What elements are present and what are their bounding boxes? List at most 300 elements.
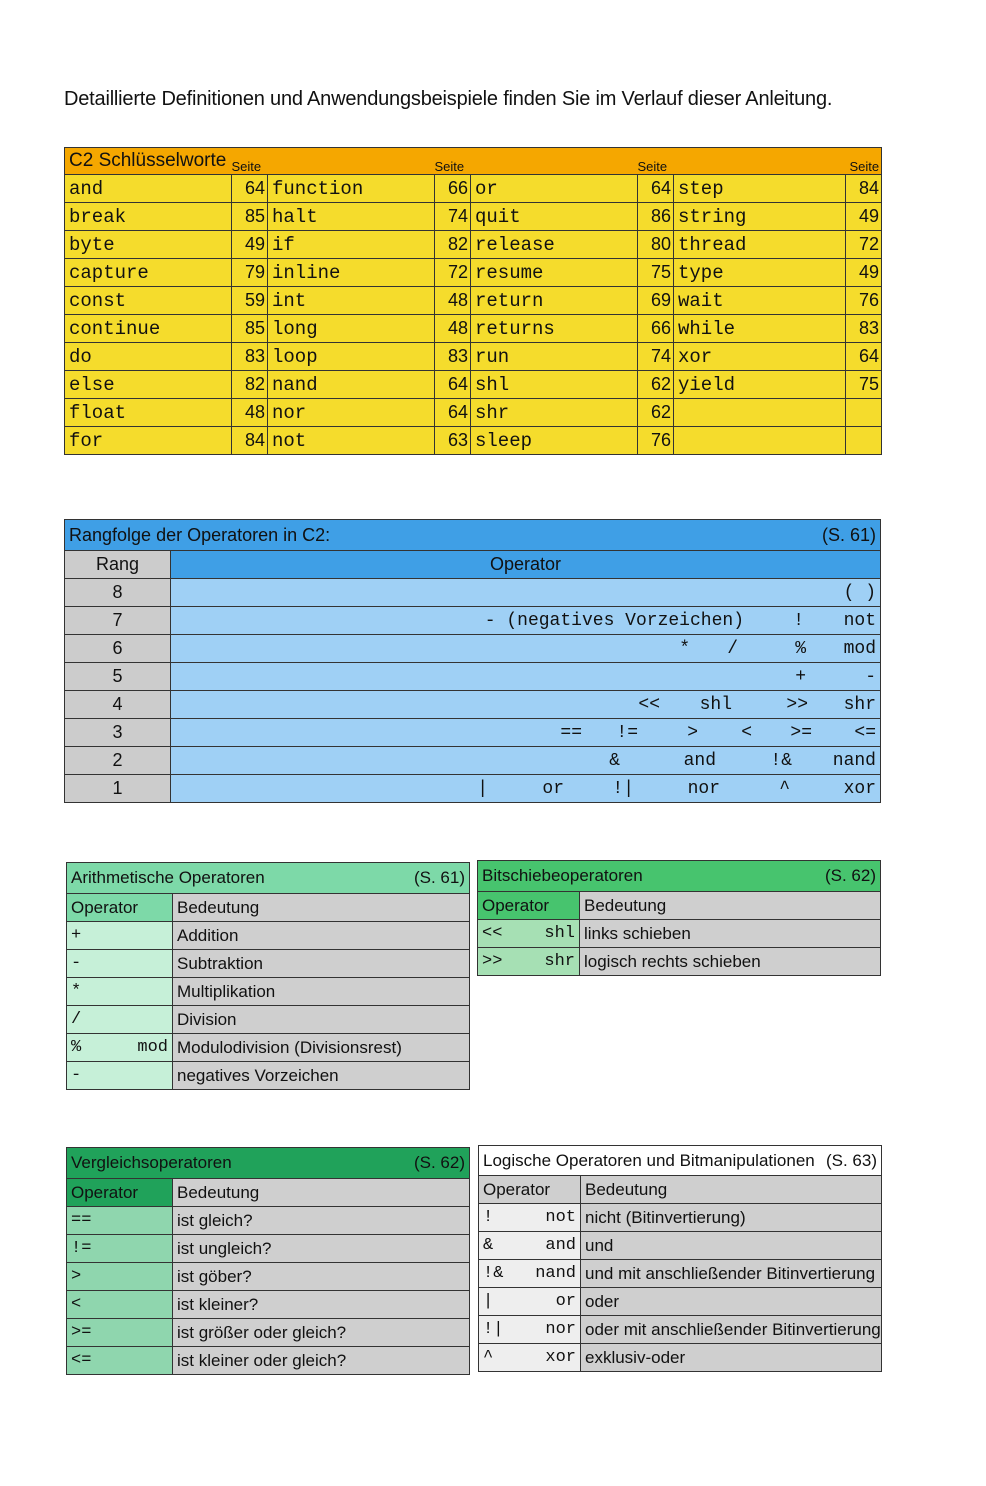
arith-title-row [67, 863, 470, 894]
operator-symbol: * [71, 982, 82, 1001]
keyword-page: 86 [638, 203, 674, 231]
log-title-cell [479, 1146, 882, 1176]
log-page: (S. 63) [825, 1150, 877, 1170]
keyword: for [65, 427, 232, 455]
precedence-row [65, 691, 881, 719]
seite-label: Seite [638, 148, 674, 175]
arith-title: Arithmetische Operatoren [71, 868, 265, 887]
log-table [478, 1145, 882, 1372]
keyword: type [674, 259, 846, 287]
keyword-row [65, 203, 882, 231]
column-operator: Operator [478, 892, 580, 920]
operator: !& [770, 750, 792, 771]
operator: - (negatives Vorzeichen) [484, 610, 744, 631]
keyword-row [65, 287, 882, 315]
operator-cell [67, 922, 173, 950]
keyword-page: 83 [232, 343, 268, 371]
operator: % [795, 638, 806, 659]
operator: != [616, 722, 638, 743]
log-row [479, 1260, 882, 1288]
precedence-title-cell [65, 520, 881, 551]
log-row [479, 1316, 882, 1344]
meaning: ist größer oder gleich? [173, 1319, 470, 1347]
keyword-page: 76 [638, 427, 674, 455]
operator-cell [67, 1062, 173, 1090]
keyword-page: 49 [846, 203, 882, 231]
keyword-page: 74 [435, 203, 471, 231]
keyword-page: 49 [846, 259, 882, 287]
operator-pair [71, 926, 168, 945]
keyword: string [674, 203, 846, 231]
keyword: byte [65, 231, 232, 259]
keyword-page: 64 [435, 371, 471, 399]
keyword: return [471, 287, 638, 315]
precedence-column-header [65, 551, 881, 579]
operator-symbol: != [71, 1239, 92, 1258]
operator: and [683, 750, 716, 771]
operator: nor [687, 778, 720, 799]
operator-symbol: > [71, 1267, 82, 1286]
log-title: Logische Operatoren und Bitmanipulationen [483, 1150, 815, 1170]
precedence-row [65, 663, 881, 691]
keyword-row [65, 427, 882, 455]
keyword: long [268, 315, 435, 343]
keyword-page: 83 [846, 315, 882, 343]
meaning: Subtraktion [173, 950, 470, 978]
keyword-page: 84 [232, 427, 268, 455]
meaning: Modulodivision (Divisionsrest) [173, 1034, 470, 1062]
column-operator: Operator [67, 1179, 173, 1207]
arith-column-header [67, 894, 470, 922]
log-row [479, 1288, 882, 1316]
keyword-page: 62 [638, 371, 674, 399]
keyword: wait [674, 287, 846, 315]
keyword-row [65, 315, 882, 343]
keyword-page: 76 [846, 287, 882, 315]
operator-list [171, 607, 881, 635]
column-bedeutung: Bedeutung [173, 1179, 470, 1207]
keyword-page: 49 [232, 231, 268, 259]
keyword: step [674, 175, 846, 203]
operator-word: shr [544, 952, 575, 971]
rang-value: 2 [65, 747, 171, 775]
operator-cell [479, 1232, 581, 1260]
keyword: do [65, 343, 232, 371]
keyword: sleep [471, 427, 638, 455]
keyword-row [65, 231, 882, 259]
operator: shl [699, 694, 732, 715]
arith-row [67, 1006, 470, 1034]
keyword-page: 69 [638, 287, 674, 315]
operator: << [638, 694, 660, 715]
precedence-row [65, 579, 881, 607]
log-column-header [479, 1176, 882, 1204]
keyword-page: 63 [435, 427, 471, 455]
operator-list [171, 663, 881, 691]
operator-cell [67, 1263, 173, 1291]
operator-cell [67, 1319, 173, 1347]
operator: >= [790, 722, 812, 743]
meaning: oder mit anschließender Bitinvertierung [581, 1316, 882, 1344]
meaning: links schieben [580, 920, 881, 948]
vgl-title-row [67, 1148, 470, 1179]
keyword: or [471, 175, 638, 203]
bits-title-cell [478, 861, 881, 892]
keyword-page: 74 [638, 343, 674, 371]
keyword: while [674, 315, 846, 343]
keyword: thread [674, 231, 846, 259]
arith-page: (S. 61) [413, 868, 465, 887]
operator-symbol: % [71, 1038, 82, 1057]
keyword-page: 62 [638, 399, 674, 427]
keyword-row [65, 175, 882, 203]
operator-symbol: - [71, 954, 82, 973]
operator-cell [67, 950, 173, 978]
column-operator: Operator [67, 894, 173, 922]
keyword: capture [65, 259, 232, 287]
operator-symbol: << [482, 924, 503, 943]
operator: <= [854, 722, 876, 743]
keywords-header-row [65, 148, 882, 175]
arith-row [67, 978, 470, 1006]
keyword-page: 64 [232, 175, 268, 203]
meaning: nicht (Bitinvertierung) [581, 1204, 882, 1232]
operator: ^ [779, 778, 790, 799]
operator-pair [71, 1267, 168, 1286]
vgl-page: (S. 62) [413, 1153, 465, 1172]
keyword: continue [65, 315, 232, 343]
bits-title: Bitschiebeoperatoren [482, 866, 643, 885]
vgl-row [67, 1207, 470, 1235]
operator-list [171, 775, 881, 803]
operator-cell [67, 1347, 173, 1375]
keyword-page: 75 [638, 259, 674, 287]
operator-cell [479, 1288, 581, 1316]
keyword-page: 48 [435, 287, 471, 315]
arith-table [66, 862, 470, 1090]
keyword-page: 82 [232, 371, 268, 399]
keyword: run [471, 343, 638, 371]
meaning: exklusiv-oder [581, 1344, 882, 1372]
keyword: int [268, 287, 435, 315]
operator-word: nor [545, 1320, 576, 1339]
keyword-page: 64 [846, 343, 882, 371]
meaning: Multiplikation [173, 978, 470, 1006]
column-rang: Rang [65, 551, 171, 579]
bits-table [477, 860, 881, 976]
arith-row [67, 1062, 470, 1090]
vgl-row [67, 1319, 470, 1347]
operator-list [171, 635, 881, 663]
keyword: yield [674, 371, 846, 399]
operator-pair [71, 1295, 168, 1314]
operator-symbol: == [71, 1211, 92, 1230]
meaning: oder [581, 1288, 882, 1316]
keyword: shr [471, 399, 638, 427]
keyword-page: 80 [638, 231, 674, 259]
operator: | [477, 778, 488, 799]
operator-cell [67, 1235, 173, 1263]
operator-pair [483, 1292, 576, 1311]
operator: not [843, 610, 876, 631]
operator-symbol: !| [483, 1320, 504, 1339]
keyword-page: 59 [232, 287, 268, 315]
operator-pair [483, 1236, 576, 1255]
column-bedeutung: Bedeutung [173, 894, 470, 922]
operator: * [679, 638, 690, 659]
column-operator: Operator [171, 551, 881, 579]
header-spacer [471, 148, 638, 175]
operator-pair [483, 1320, 576, 1339]
operator-cell [479, 1344, 581, 1372]
operator-list [171, 579, 881, 607]
keyword: resume [471, 259, 638, 287]
keyword: quit [471, 203, 638, 231]
operator-cell [479, 1316, 581, 1344]
operator-pair [71, 1038, 168, 1057]
meaning: ist ungleich? [173, 1235, 470, 1263]
operator-pair [483, 1208, 576, 1227]
keywords-title: C2 Schlüsselworte [65, 148, 232, 175]
seite-label: Seite [846, 148, 882, 175]
keyword: else [65, 371, 232, 399]
keyword: not [268, 427, 435, 455]
keyword: break [65, 203, 232, 231]
operator-symbol: < [71, 1295, 82, 1314]
keywords-table [64, 147, 882, 455]
keyword-page: 79 [232, 259, 268, 287]
keyword-row [65, 371, 882, 399]
header-spacer [674, 148, 846, 175]
arith-row [67, 1034, 470, 1062]
vgl-row [67, 1263, 470, 1291]
keyword-page: 48 [435, 315, 471, 343]
operator-pair [71, 1010, 168, 1029]
rang-value: 3 [65, 719, 171, 747]
log-row [479, 1204, 882, 1232]
precedence-row [65, 635, 881, 663]
keyword-page [846, 427, 882, 455]
keyword: float [65, 399, 232, 427]
keyword-page: 82 [435, 231, 471, 259]
operator-list [171, 719, 881, 747]
precedence-header-row [65, 520, 881, 551]
keyword-page: 83 [435, 343, 471, 371]
meaning: ist kleiner oder gleich? [173, 1347, 470, 1375]
operator-pair [71, 982, 168, 1001]
keyword: nand [268, 371, 435, 399]
operator-cell [67, 978, 173, 1006]
operator-cell [67, 1291, 173, 1319]
keyword: inline [268, 259, 435, 287]
keyword: halt [268, 203, 435, 231]
precedence-row [65, 607, 881, 635]
keyword-page: 72 [435, 259, 471, 287]
keyword-page: 48 [232, 399, 268, 427]
meaning: ist kleiner? [173, 1291, 470, 1319]
operator-cell [479, 1260, 581, 1288]
rang-value: 4 [65, 691, 171, 719]
keyword-page [846, 399, 882, 427]
arith-row [67, 950, 470, 978]
keyword [674, 399, 846, 427]
column-bedeutung: Bedeutung [580, 892, 881, 920]
operator-symbol: + [71, 926, 82, 945]
operator-pair [71, 1211, 168, 1230]
rang-value: 8 [65, 579, 171, 607]
rang-value: 7 [65, 607, 171, 635]
operator-word: xor [545, 1348, 576, 1367]
rang-value: 6 [65, 635, 171, 663]
precedence-table [64, 519, 881, 803]
vgl-table [66, 1147, 470, 1375]
operator: < [741, 722, 752, 743]
operator: shr [843, 694, 876, 715]
keyword-page: 75 [846, 371, 882, 399]
precedence-page: (S. 61) [821, 524, 876, 545]
operator-list [171, 691, 881, 719]
bits-page: (S. 62) [824, 866, 876, 885]
meaning: und [581, 1232, 882, 1260]
log-row [479, 1232, 882, 1260]
intro-text: Detaillierte Definitionen und Anwendungsbeispiele finden Sie im Verlauf dieser Anleitung. [64, 88, 833, 110]
keyword-row [65, 343, 882, 371]
operator-symbol: ^ [483, 1348, 494, 1367]
operator-pair [483, 1348, 576, 1367]
operator-symbol: <= [71, 1351, 92, 1370]
log-row [479, 1344, 882, 1372]
meaning: negatives Vorzeichen [173, 1062, 470, 1090]
operator-word: or [555, 1292, 576, 1311]
operator: mod [843, 638, 876, 659]
operator-cell [67, 1034, 173, 1062]
header-spacer [268, 148, 435, 175]
keyword: shl [471, 371, 638, 399]
operator: == [560, 722, 582, 743]
bits-column-header [478, 892, 881, 920]
operator: nand [832, 750, 876, 771]
keyword: xor [674, 343, 846, 371]
vgl-column-header [67, 1179, 470, 1207]
vgl-row [67, 1291, 470, 1319]
operator-pair [71, 1351, 168, 1370]
keyword: function [268, 175, 435, 203]
bits-title-row [478, 861, 881, 892]
keyword: const [65, 287, 232, 315]
vgl-row [67, 1235, 470, 1263]
keyword-row [65, 259, 882, 287]
precedence-row [65, 747, 881, 775]
meaning: ist göber? [173, 1263, 470, 1291]
operator-word: shl [544, 924, 575, 943]
keyword: nor [268, 399, 435, 427]
operator: > [687, 722, 698, 743]
operator: or [542, 778, 564, 799]
vgl-title: Vergleichsoperatoren [71, 1153, 232, 1172]
meaning: logisch rechts schieben [580, 948, 881, 976]
operator-word: and [545, 1236, 576, 1255]
operator-symbol: ! [483, 1208, 494, 1227]
operator: >> [786, 694, 808, 715]
operator: ! [793, 610, 804, 631]
meaning: Addition [173, 922, 470, 950]
precedence-row [65, 719, 881, 747]
operator-symbol: & [483, 1236, 494, 1255]
keyword-page: 66 [435, 175, 471, 203]
operator: + [795, 666, 806, 687]
keyword: and [65, 175, 232, 203]
operator-pair [71, 954, 168, 973]
operator-pair [71, 1323, 168, 1342]
operator-pair [71, 1066, 168, 1085]
bits-row [478, 948, 881, 976]
log-title-row [479, 1146, 882, 1176]
keyword: if [268, 231, 435, 259]
arith-title-cell [67, 863, 470, 894]
column-operator: Operator [479, 1176, 581, 1204]
keyword-page: 64 [638, 175, 674, 203]
operator-list [171, 747, 881, 775]
column-bedeutung: Bedeutung [581, 1176, 882, 1204]
operator-symbol: - [71, 1066, 82, 1085]
meaning: Division [173, 1006, 470, 1034]
operator-word: nand [535, 1264, 576, 1283]
rang-value: 5 [65, 663, 171, 691]
operator-word: not [545, 1208, 576, 1227]
precedence-row [65, 775, 881, 803]
keyword-page: 85 [232, 203, 268, 231]
operator-cell [478, 920, 580, 948]
keyword [674, 427, 846, 455]
keyword-page: 85 [232, 315, 268, 343]
vgl-title-cell [67, 1148, 470, 1179]
operator-cell [478, 948, 580, 976]
meaning: und mit anschließender Bitinvertierung [581, 1260, 882, 1288]
keyword-page: 84 [846, 175, 882, 203]
operator: xor [843, 778, 876, 799]
keyword: release [471, 231, 638, 259]
precedence-title: Rangfolge der Operatoren in C2: [69, 524, 331, 545]
keyword-page: 72 [846, 231, 882, 259]
operator-pair [482, 952, 575, 971]
operator-cell [479, 1204, 581, 1232]
keyword-page: 64 [435, 399, 471, 427]
keyword: returns [471, 315, 638, 343]
keyword-page: 66 [638, 315, 674, 343]
operator-pair [483, 1264, 576, 1283]
operator-symbol: !& [483, 1264, 504, 1283]
operator-cell [67, 1207, 173, 1235]
operator-symbol: >= [71, 1323, 92, 1342]
seite-label: Seite [435, 148, 471, 175]
seite-label: Seite [232, 148, 268, 175]
operator: ( ) [843, 582, 876, 603]
vgl-row [67, 1347, 470, 1375]
operator-symbol: / [71, 1010, 82, 1029]
arith-row [67, 922, 470, 950]
rang-value: 1 [65, 775, 171, 803]
keyword: loop [268, 343, 435, 371]
keyword-row [65, 399, 882, 427]
operator: !| [612, 778, 634, 799]
operator-pair [482, 924, 575, 943]
bits-row [478, 920, 881, 948]
operator: - [865, 666, 876, 687]
operator-pair [71, 1239, 168, 1258]
operator-symbol: | [483, 1292, 494, 1311]
operator-word: mod [137, 1038, 168, 1057]
operator-symbol: >> [482, 952, 503, 971]
